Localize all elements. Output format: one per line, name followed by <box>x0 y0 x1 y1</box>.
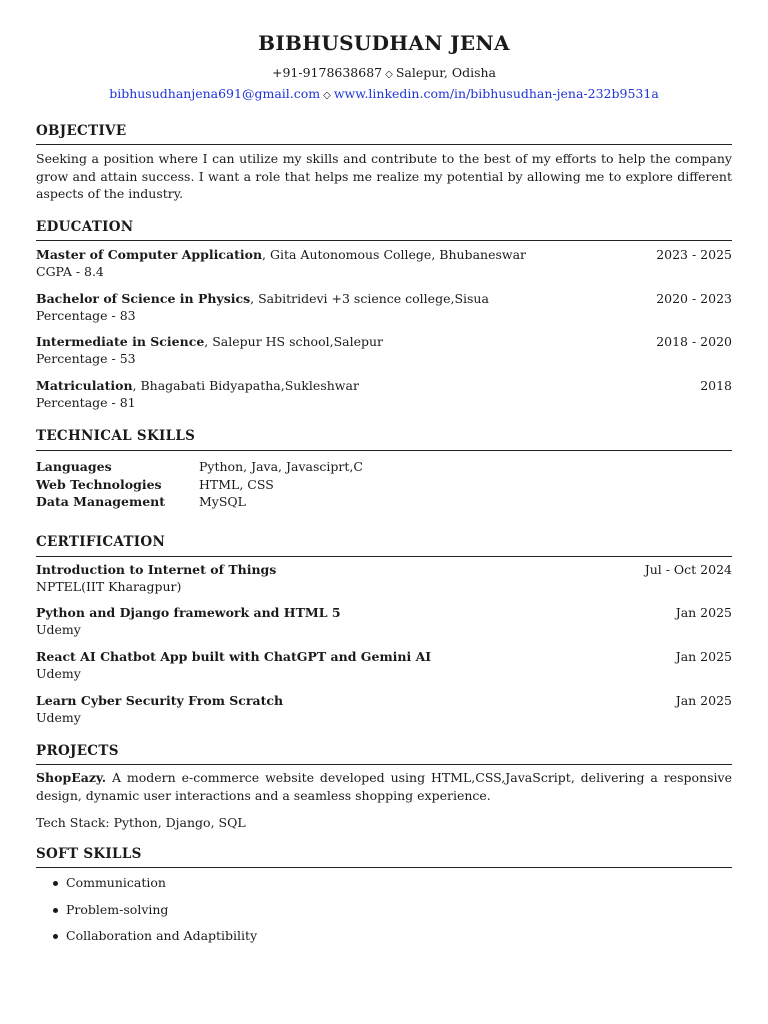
skill-label: Languages <box>36 459 112 474</box>
skill-value: Python, Java, Javasciprt,C <box>199 459 363 474</box>
soft-skills-list <box>36 874 732 954</box>
list-item <box>36 927 732 954</box>
education-score: Percentage - 53 <box>36 351 136 366</box>
contact-line <box>36 65 732 80</box>
education-years: 2020 - 2023 <box>656 291 732 306</box>
certification-title: Introduction to Internet of Things <box>36 562 277 577</box>
section-divider <box>36 450 732 451</box>
section-divider <box>36 764 732 765</box>
section-divider <box>36 556 732 557</box>
education-entry <box>36 333 732 367</box>
certification-issuer: NPTEL(IIT Kharagpur) <box>36 579 182 594</box>
links-line <box>36 86 732 101</box>
section-heading-objective: OBJECTIVE <box>36 123 127 139</box>
email-link[interactable]: bibhusudhanjena691@gmail.com <box>109 86 321 101</box>
project-name: ShopEazy. <box>36 770 107 785</box>
certification-entry <box>36 604 732 638</box>
section-divider <box>36 240 732 241</box>
soft-skill-text: Communication <box>66 875 166 890</box>
education-score: Percentage - 81 <box>36 395 136 410</box>
certification-title: Learn Cyber Security From Scratch <box>36 693 284 708</box>
section-heading-technical-skills: TECHNICAL SKILLS <box>36 428 196 444</box>
certification-date: Jan 2025 <box>675 649 732 664</box>
list-item <box>36 874 732 901</box>
project-summary: A modern e-commerce website developed using HTML,CSS,JavaScript, delivering a responsive design, dynamic user interactions and a seamless shopping experience. <box>36 770 732 803</box>
certification-issuer: Udemy <box>36 622 81 637</box>
certification-date: Jan 2025 <box>675 693 732 708</box>
candidate-name: BIBHUSUDHAN JENA <box>258 31 510 55</box>
skill-row <box>36 458 732 476</box>
diamond-separator-icon: ◇ <box>385 69 393 80</box>
section-heading-projects: PROJECTS <box>36 743 119 759</box>
list-item <box>36 901 732 928</box>
project-description <box>36 769 732 804</box>
education-score: CGPA - 8.4 <box>36 264 104 279</box>
skills-table <box>36 458 732 511</box>
diamond-separator-icon: ◇ <box>323 90 331 101</box>
section-divider <box>36 144 732 145</box>
certification-entry <box>36 561 732 595</box>
institution: , Bhagabati Bidyapatha,Sukleshwar <box>132 378 359 393</box>
degree: Matriculation <box>36 378 133 393</box>
institution: , Sabitridevi +3 science college,Sisua <box>250 291 489 306</box>
institution: , Gita Autonomous College, Bhubaneswar <box>262 247 527 262</box>
degree: Master of Computer Application <box>36 247 263 262</box>
certification-date: Jul - Oct 2024 <box>644 562 732 577</box>
soft-skill-text: Problem-solving <box>66 901 169 917</box>
education-score: Percentage - 83 <box>36 308 136 323</box>
location: Salepur, Odisha <box>395 65 497 80</box>
degree: Bachelor of Science in Physics <box>36 291 251 306</box>
soft-skill-text: Collaboration and Adaptibility <box>66 928 258 943</box>
certification-issuer: Udemy <box>36 666 81 681</box>
bullet-icon <box>53 934 58 939</box>
project-tech-stack: Tech Stack: Python, Django, SQL <box>36 815 246 830</box>
education-years: 2018 - 2020 <box>656 334 732 349</box>
skill-label: Data Management <box>36 494 166 509</box>
bullet-icon <box>53 881 58 886</box>
section-heading-certification: CERTIFICATION <box>36 534 166 550</box>
bullet-icon <box>53 908 58 913</box>
institution: , Salepur HS school,Salepur <box>204 334 384 349</box>
education-entry <box>36 377 732 411</box>
certification-date: Jan 2025 <box>675 605 732 620</box>
skill-label: Web Technologies <box>36 476 162 492</box>
education-years: 2018 <box>700 378 732 393</box>
skill-value: HTML, CSS <box>199 476 274 492</box>
skill-row <box>36 476 732 494</box>
certification-title: Python and Django framework and HTML 5 <box>36 605 341 620</box>
degree: Intermediate in Science <box>36 334 205 349</box>
skill-row <box>36 493 732 511</box>
certification-entry <box>36 648 732 682</box>
skill-value: MySQL <box>199 494 246 509</box>
education-years: 2023 - 2025 <box>656 247 732 262</box>
phone-number: +91-9178638687 <box>271 65 383 80</box>
certification-title: React AI Chatbot App built with ChatGPT and Gemini AI <box>36 649 432 664</box>
certification-issuer: Udemy <box>36 710 81 725</box>
section-divider <box>36 867 732 868</box>
section-heading-education: EDUCATION <box>36 219 134 235</box>
linkedin-link[interactable]: www.linkedin.com/in/bibhusudhan-jena-232b9531a <box>333 86 659 101</box>
education-entry <box>36 290 732 324</box>
certification-entry <box>36 692 732 726</box>
section-heading-soft-skills: SOFT SKILLS <box>36 846 142 862</box>
objective-text: Seeking a position where I can utilize my skills and contribute to the best of my efforts to help the company grow and attain success. I want a role that helps me realize my potential by allowing me to explore different aspects of the industry. <box>36 151 732 201</box>
education-entry <box>36 246 732 280</box>
